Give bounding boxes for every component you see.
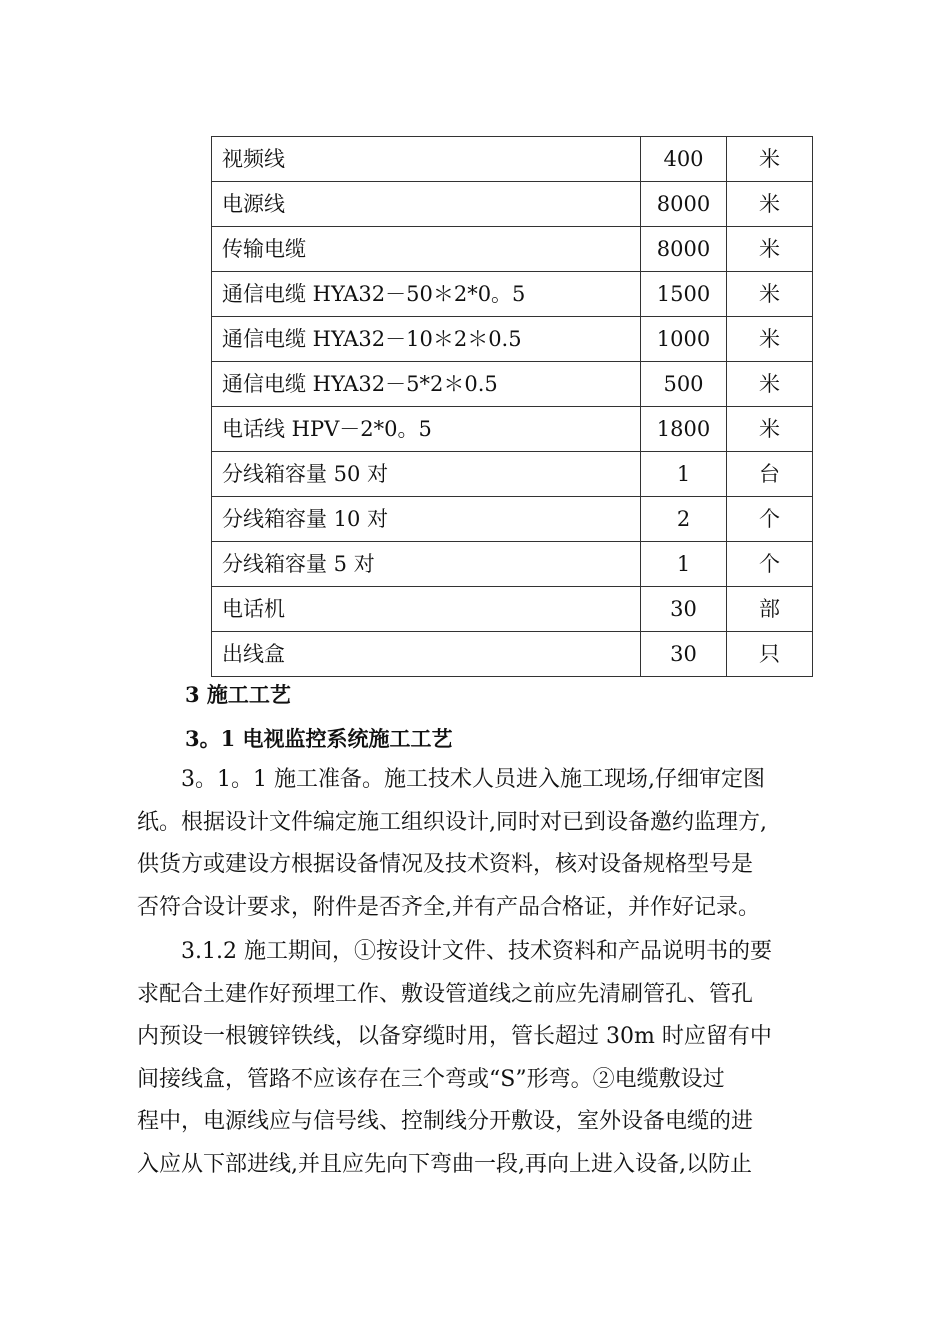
paragraph-line: 求配合土建作好预埋工作、敷设管道线之前应先清刷管孔、管孔 [137,981,754,1007]
item-quantity-cell: 1 [641,542,727,587]
paragraph-line: 3.1.2 施工期间，①按设计文件、技术资料和产品说明书的要 [137,939,772,964]
paragraph-construction [137,931,827,1186]
paragraph-line: 程中，电源线应与信号线、控制线分开敷设，室外设备电缆的进 [137,1109,754,1134]
item-unit-cell: 只 [727,632,813,677]
paragraph-line: 否符合设计要求，附件是否齐全,并有产品合格证，并作好记录。 [137,894,760,920]
item-name-cell: 电话线 HPV－2*0。5 [212,407,641,452]
item-unit-cell: 部 [727,587,813,632]
item-name-cell: 分线箱容量 10 对 [212,497,641,542]
item-unit-cell: 米 [727,407,813,452]
table-row [212,182,813,227]
item-name-cell: 分线箱容量 5 对 [212,542,641,587]
item-quantity-cell: 30 [641,632,727,677]
item-quantity-cell: 2 [641,497,727,542]
paragraph-line: 内预设一根镀锌铁线，以备穿缆时用，管长超过 30m 时应留有中 [137,1024,772,1049]
table-row [212,407,813,452]
materials-table [211,136,813,677]
table-row [212,497,813,542]
item-name-cell: 分线箱容量 50 对 [212,452,641,497]
subsection-heading: 3。1 电视监控系统施工工艺 [185,726,453,751]
item-name-cell: 电源线 [212,182,641,227]
item-unit-cell: 米 [727,182,813,227]
paragraph-line: 入应从下部进线,并且应先向下弯曲一段,再向上进入设备,以防止 [137,1151,752,1177]
item-quantity-cell: 1 [641,452,727,497]
item-quantity-cell: 500 [641,362,727,407]
item-unit-cell: 米 [727,272,813,317]
item-unit-cell: 米 [727,137,813,182]
table-row [212,317,813,362]
table-row [212,632,813,677]
materials-table-body [212,137,813,677]
item-name-cell: 通信电缆 HYA32－50＊2*0。5 [212,272,641,317]
table-row [212,587,813,632]
item-unit-cell: 米 [727,317,813,362]
table-row [212,542,813,587]
paragraph-line: 间接线盒，管路不应该存在三个弯或“S”形弯。②电缆敷设过 [137,1066,725,1092]
item-unit-cell: 台 [727,452,813,497]
item-name-cell: 通信电缆 HYA32－10＊2＊0.5 [212,317,641,362]
item-name-cell: 视频线 [212,137,641,182]
item-unit-cell: 个 [727,497,813,542]
section-heading: 3 施工工艺 [185,682,291,707]
table-row [212,137,813,182]
item-quantity-cell: 8000 [641,182,727,227]
item-quantity-cell: 400 [641,137,727,182]
item-name-cell: 通信电缆 HYA32－5*2＊0.5 [212,362,641,407]
item-name-cell: 电话机 [212,587,641,632]
paragraph-line: 纸。根据设计文件编定施工组织设计,同时对已到设备邀约监理方, [137,809,767,835]
item-quantity-cell: 1000 [641,317,727,362]
paragraph-line: 供货方或建设方根据设备情况及技术资料，核对设备规格型号是 [137,852,754,877]
paragraph-preparation [137,759,827,929]
item-unit-cell: 米 [727,227,813,272]
item-unit-cell: 个 [727,542,813,587]
item-quantity-cell: 8000 [641,227,727,272]
item-quantity-cell: 30 [641,587,727,632]
item-name-cell: 传输电缆 [212,227,641,272]
table-row [212,362,813,407]
item-name-cell: 出线盒 [212,632,641,677]
item-quantity-cell: 1800 [641,407,727,452]
table-row [212,452,813,497]
table-row [212,272,813,317]
item-unit-cell: 米 [727,362,813,407]
item-quantity-cell: 1500 [641,272,727,317]
table-row [212,227,813,272]
paragraph-line: 3。1。1 施工准备。施工技术人员进入施工现场,仔细审定图 [137,767,765,792]
